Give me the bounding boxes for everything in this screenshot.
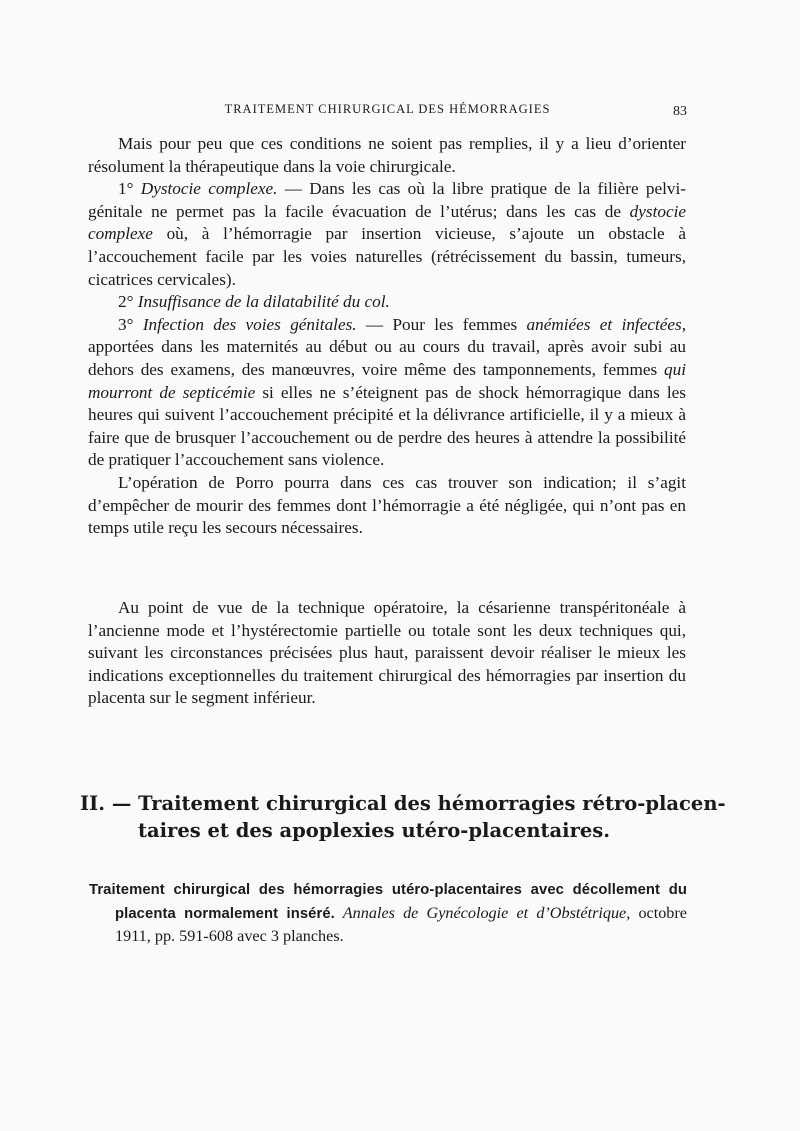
section-heading [80,790,726,844]
body-text-technique [88,597,686,710]
paragraph-text: , apportées dans les maternités au début ou au cours du travail, après avoir subi au dehors des examens, des manœuvres, voire même des tamponnements, femmes [88,314,686,379]
running-title: TRAITEMENT CHIRURGICAL DES HÉMORRAGIES [224,102,551,116]
journal-name: Annales de Gynécologie et d’Obstétrique, [334,903,631,922]
item-title: Infection des voies génitales. [142,314,357,334]
paragraph-text: où, à l’hémorragie par insertion vicieuse, s’ajoute un obstacle à l’accouchement facile par les voies naturelles (rétrécissement du bassin, tumeurs, cicatrices cervicales). [88,224,686,289]
list-number: 1° [118,179,141,199]
paragraph-text: — Pour les femmes [356,314,527,334]
emphasis: qui mourront de septicémie [88,359,686,402]
emphasis: anémiées et infectées [526,314,682,334]
paragraph-insuffisance [88,291,686,314]
bibliography-title: Traitement chirurgical des hémorragies utéro-placentaires avec décollement du placenta normalement inséré. [89,882,687,922]
paragraph-text: — Dans les cas où la libre pratique de la filière pelvi-génitale ne permet pas la facile évacuation de l’utérus; dans les cas de [88,179,686,221]
bibliography-entry [89,878,687,948]
paragraph-text: si elles ne s’éteignent pas de shock hémorragique dans les heures qui suivent l’accouchement précipité et la délivrance artificielle, il y a mieux à faire que de brusquer l’accouchement ou de perdre des heures à attendre la possibilité de pratiquer l’accouchement sans violence. [88,382,686,470]
item-title: Dystocie complexe. [140,179,278,199]
body-text-upper [88,133,686,540]
paragraph-infection [88,314,686,472]
paragraph: Mais pour peu que ces conditions ne soient pas remplies, il y a lieu d’orienter résolument la thérapeutique dans la voie chirurgicale. [88,134,686,176]
paragraph-dystocie [88,178,686,291]
bibliography-details: octobre 1911, pp. 591-608 avec 3 planches. [115,903,687,945]
item-title: Insuffisance de la dilatabilité du col. [137,292,390,312]
emphasis: dystocie complexe [88,201,686,244]
section-heading-line: taires et des apoplexies utéro-placentaires. [138,819,611,842]
paragraph-porro: L’opération de Porro pourra dans ces cas trouver son indication; il s’agit d’empêcher de mourir des femmes dont l’hémorragie a été négligée, qui n’ont pas en temps utile reçu les secours nécessaires. [88,472,686,538]
section-heading-line: II. — Traitement chirurgical des hémorragies rétro-placen- [80,792,726,815]
list-number: 2° [118,292,138,312]
list-number: 3° [118,314,143,334]
running-header [90,102,685,122]
page-number: 83 [673,104,687,119]
paragraph: Au point de vue de la technique opératoire, la césarienne transpéritonéale à l’ancienne mode et l’hystérectomie partielle ou totale sont les deux techniques qui, suivant les circonstances précisées plus haut, paraissent devoir réaliser le mieux les indications exceptionnelles du traitement chirurgical des hémorragies par insertion du placenta sur le segment inférieur. [88,598,686,708]
